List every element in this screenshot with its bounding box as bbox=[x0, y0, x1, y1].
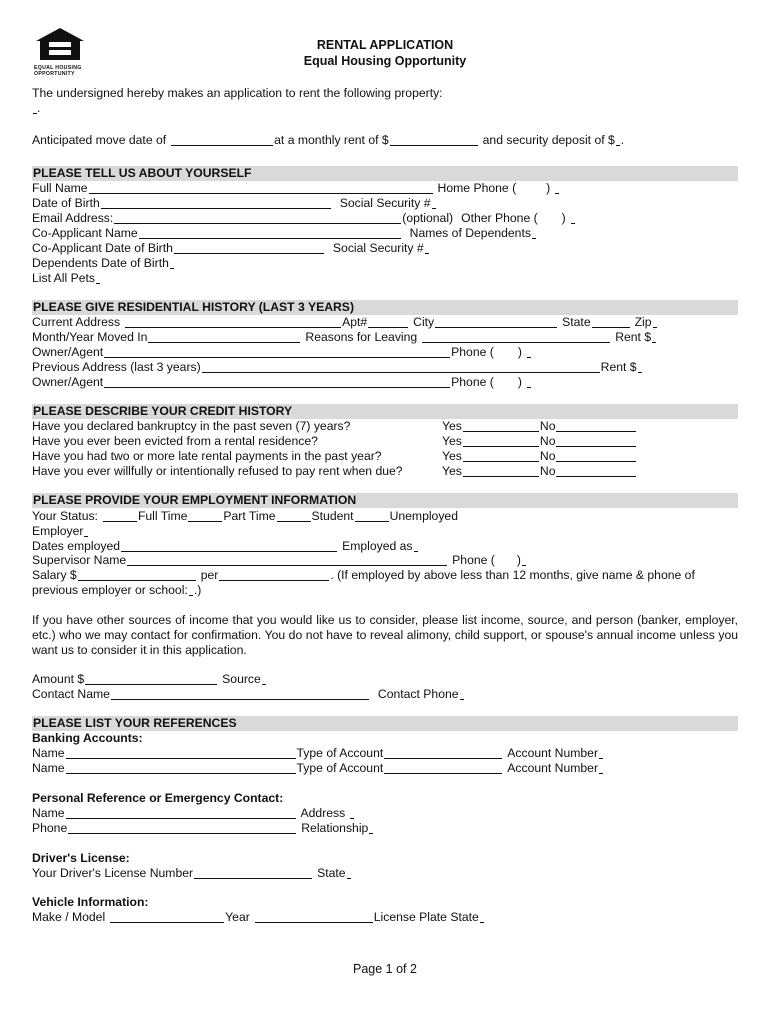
intro-text: The undersigned hereby makes an application to rent the following property: bbox=[32, 86, 443, 100]
bank-account-line-1[interactable]: Name Type of Account Account Number bbox=[32, 746, 728, 761]
credit-question: Have you had two or more late rental payments in the past year? bbox=[32, 449, 382, 463]
other-income-text: If you have other sources of income that you would like us to consider, please list income, source, and person (banker, employer, etc.) who we may contact for confirmation. You do not have to reveal alimony, child support, or spouse's annual income unless you want us to consider it in this application. bbox=[32, 613, 738, 657]
logo-caption: EQUAL HOUSING OPPORTUNITY bbox=[34, 65, 82, 77]
section-references: PLEASE LIST YOUR REFERENCES bbox=[32, 716, 738, 731]
section-employment: PLEASE PROVIDE YOUR EMPLOYMENT INFORMATION bbox=[32, 493, 738, 508]
owner-agent-line[interactable]: Owner/Agent Phone ( ) bbox=[32, 345, 738, 360]
personal-reference-heading: Personal Reference or Emergency Contact: bbox=[32, 791, 284, 805]
dates-employed-line[interactable]: Dates employed Employed as bbox=[32, 539, 738, 554]
yes-field[interactable] bbox=[463, 435, 539, 447]
bank-account-line-2[interactable]: Name Type of Account Account Number bbox=[32, 761, 728, 776]
page-subtitle: Equal Housing Opportunity bbox=[303, 54, 467, 68]
salary-line[interactable]: Salary $ per . (If employed by above less than 12 months, give name & phone of bbox=[32, 568, 695, 582]
no-label: No bbox=[539, 464, 556, 478]
credit-question: Have you declared bankruptcy in the past seven (7) years? bbox=[32, 419, 351, 433]
no-label: No bbox=[539, 449, 556, 463]
license-line[interactable]: Your Driver's License Number State bbox=[32, 866, 472, 881]
credit-question: Have you ever willfully or intentionally refused to pay rent when due? bbox=[32, 464, 403, 478]
yes-label: Yes bbox=[442, 419, 462, 433]
move-in-line[interactable]: Anticipated move date of at a monthly rent of $ and security deposit of $ . bbox=[32, 133, 625, 147]
no-label: No bbox=[539, 419, 556, 433]
dob-line[interactable]: Date of Birth Social Security # bbox=[32, 196, 738, 211]
credit-question: Have you ever been evicted from a rental residence? bbox=[32, 434, 318, 448]
page-number: Page 1 of 2 bbox=[353, 962, 417, 976]
no-label: No bbox=[539, 434, 556, 448]
drivers-license-heading: Driver's License: bbox=[32, 851, 130, 865]
no-field[interactable] bbox=[556, 420, 636, 432]
moved-in-line[interactable]: Month/Year Moved In Reasons for Leaving Rent $ bbox=[32, 330, 738, 345]
no-field[interactable] bbox=[556, 450, 636, 462]
equal-housing-logo bbox=[34, 27, 86, 77]
property-line[interactable]: . bbox=[32, 101, 738, 116]
yes-field[interactable] bbox=[463, 420, 539, 432]
reference-phone-line[interactable]: Phone Relationship bbox=[32, 821, 722, 836]
vehicle-line[interactable]: Make / Model Year License Plate State bbox=[32, 910, 608, 925]
section-credit-history: PLEASE DESCRIBE YOUR CREDIT HISTORY bbox=[32, 404, 738, 419]
supervisor-line[interactable]: Supervisor Name Phone ( ) bbox=[32, 553, 738, 568]
yes-field[interactable] bbox=[463, 465, 539, 477]
section-residential-history: PLEASE GIVE RESIDENTIAL HISTORY (LAST 3 YEARS) bbox=[32, 300, 738, 315]
full-name-line[interactable]: Full Name Home Phone ( ) bbox=[32, 181, 738, 196]
yes-field[interactable] bbox=[463, 450, 539, 462]
credit-question-row[interactable] bbox=[32, 464, 652, 479]
previous-owner-line[interactable]: Owner/Agent Phone ( ) bbox=[32, 375, 738, 390]
contact-line[interactable]: Contact Name Contact Phone bbox=[32, 687, 738, 702]
yes-label: Yes bbox=[442, 449, 462, 463]
credit-question-row[interactable] bbox=[32, 449, 652, 464]
no-field[interactable] bbox=[556, 435, 636, 447]
section-about-yourself: PLEASE TELL US ABOUT YOURSELF bbox=[32, 166, 738, 181]
previous-address-line[interactable]: Previous Address (last 3 years) Rent $ bbox=[32, 360, 738, 375]
vehicle-heading: Vehicle Information: bbox=[32, 895, 149, 909]
no-field[interactable] bbox=[556, 465, 636, 477]
page-title: RENTAL APPLICATION bbox=[316, 38, 454, 52]
amount-line[interactable]: Amount $ Source bbox=[32, 672, 738, 687]
dependents-dob-line[interactable]: Dependents Date of Birth bbox=[32, 256, 738, 271]
credit-question-row[interactable] bbox=[32, 419, 652, 434]
pets-line[interactable]: List All Pets bbox=[32, 271, 738, 286]
co-applicant-name-line[interactable]: Co-Applicant Name Names of Dependents bbox=[32, 226, 738, 241]
email-line[interactable]: Email Address: (optional) Other Phone ( ) bbox=[32, 211, 738, 226]
status-line[interactable]: Your Status: Full Time Part Time Student Unemployed bbox=[32, 509, 458, 523]
banking-heading: Banking Accounts: bbox=[32, 731, 143, 745]
yes-label: Yes bbox=[442, 464, 462, 478]
credit-question-row[interactable] bbox=[32, 434, 652, 449]
reference-name-line[interactable]: Name Address bbox=[32, 806, 722, 821]
previous-employer-line[interactable]: previous employer or school: .) bbox=[32, 583, 202, 597]
current-address-line[interactable]: Current Address Apt# City State Zip bbox=[32, 315, 738, 330]
co-applicant-dob-line[interactable]: Co-Applicant Date of Birth Social Security # bbox=[32, 241, 738, 256]
yes-label: Yes bbox=[442, 434, 462, 448]
employer-line[interactable]: Employer bbox=[32, 524, 738, 539]
